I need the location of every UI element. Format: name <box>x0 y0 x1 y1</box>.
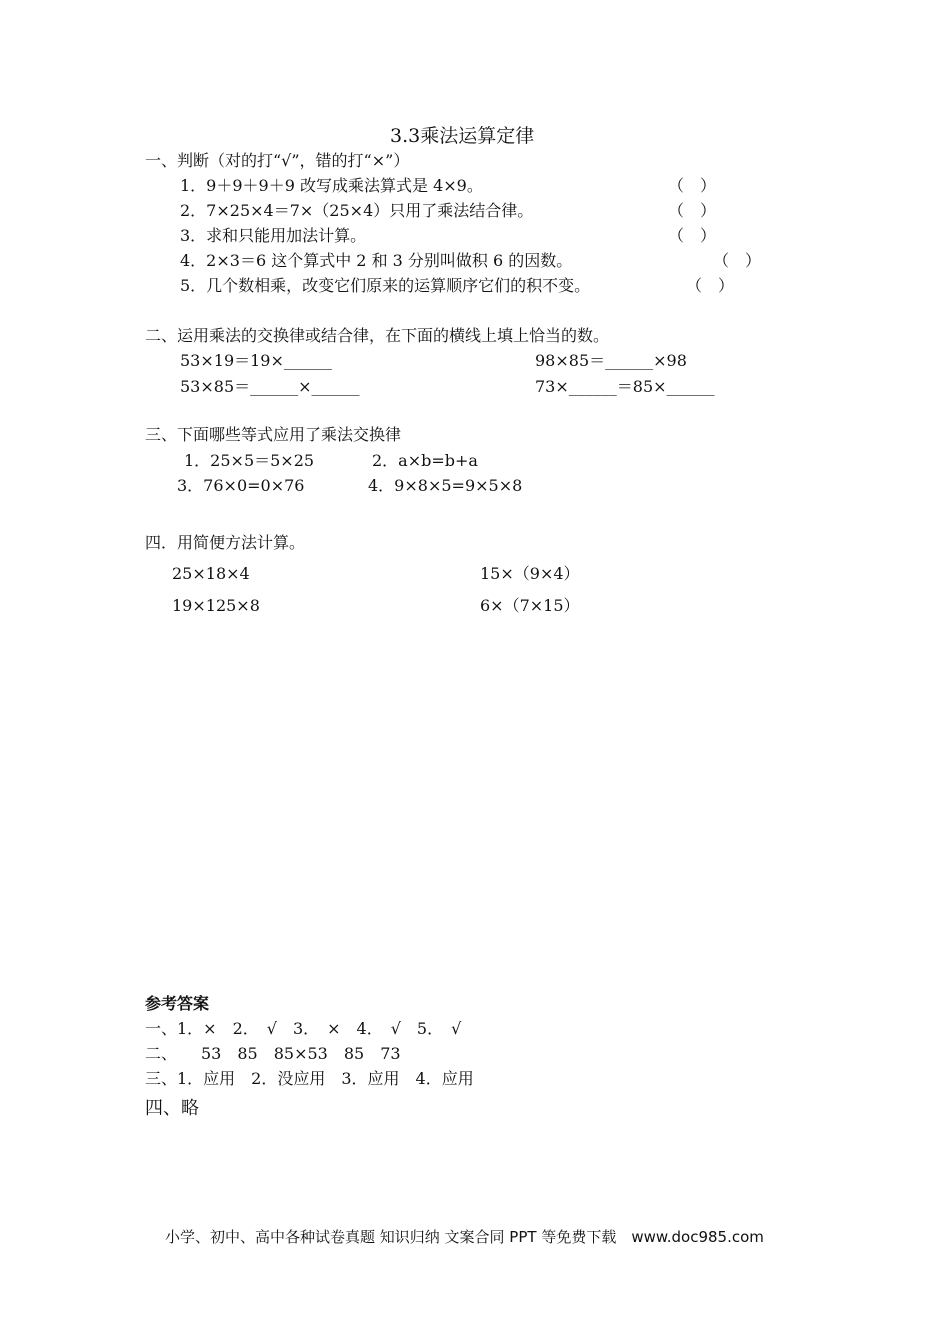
s4-row-1-left: 25×18×4 <box>172 564 250 583</box>
s1-item-1: 1．9＋9＋9＋9 改写成乘法算式是 4×9。 <box>180 176 483 195</box>
answer-line-2: 二、 53 85 85×53 85 73 <box>145 1044 401 1063</box>
s2-row-1-right: 98×85＝______×98 <box>535 351 687 370</box>
page-title: 3.3乘法运算定律 <box>390 125 535 147</box>
s3-item-2: 2．a×b=b+a <box>372 451 478 470</box>
s4-row-2-left: 19×125×8 <box>172 596 260 615</box>
section-1-heading: 一、判断（对的打“√”，错的打“×”） <box>145 151 410 170</box>
section-4-heading: 四．用简便方法计算。 <box>145 533 306 552</box>
s1-item-5: 5．几个数相乘，改变它们原来的运算顺序它们的积不变。 <box>180 276 591 295</box>
s2-row-2-left: 53×85＝______×______ <box>180 377 360 396</box>
s1-paren-4: （ ） <box>713 251 762 270</box>
s3-item-3: 3．76×0=0×76 <box>177 476 305 495</box>
s1-item-4: 4．2×3＝6 这个算式中 2 和 3 分别叫做积 6 的因数。 <box>180 251 573 270</box>
s4-row-1-right: 15×（9×4） <box>480 564 580 583</box>
footer-text: 小学、初中、高中各种试卷真题 知识归纳 文案合同 PPT 等免费下载 www.doc985.com <box>165 1228 764 1246</box>
answers-heading: 参考答案 <box>145 994 210 1013</box>
s3-item-1: 1．25×5＝5×25 <box>184 451 315 470</box>
s1-paren-1: （ ） <box>668 176 717 195</box>
s1-paren-5: （ ） <box>686 276 735 295</box>
s1-item-3: 3．求和只能用加法计算。 <box>180 226 367 245</box>
s2-row-1-left: 53×19＝19×______ <box>180 351 332 370</box>
section-3-heading: 三、下面哪些等式应用了乘法交换律 <box>145 425 402 444</box>
answer-line-1: 一、1．× 2． √ 3． × 4． √ 5． √ <box>145 1019 462 1038</box>
answer-line-4: 四、略 <box>145 1098 199 1119</box>
s1-paren-3: （ ） <box>668 226 717 245</box>
s3-item-4: 4．9×8×5=9×5×8 <box>368 476 523 495</box>
answer-line-3: 三、1．应用 2．没应用 3．应用 4．应用 <box>145 1069 474 1088</box>
s1-paren-2: （ ） <box>668 201 717 220</box>
s2-row-2-right: 73×______＝85×______ <box>535 377 715 396</box>
section-2-heading: 二、运用乘法的交换律或结合律，在下面的横线上填上恰当的数。 <box>145 326 610 345</box>
s1-item-2: 2．7×25×4＝7×（25×4）只用了乘法结合律。 <box>180 201 534 220</box>
s4-row-2-right: 6×（7×15） <box>480 596 580 615</box>
